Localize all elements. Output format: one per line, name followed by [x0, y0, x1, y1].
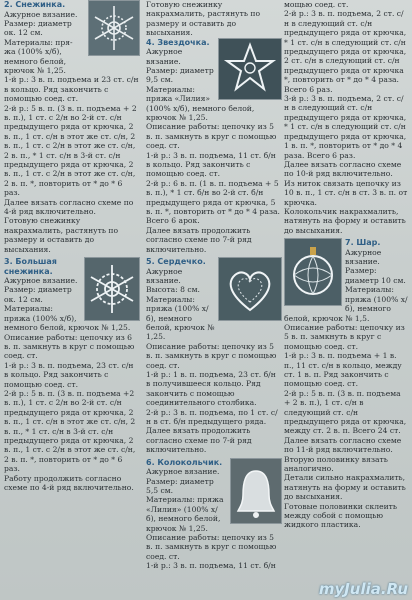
text-line: Ажурное вязание. [4, 9, 78, 19]
section-ball [284, 238, 408, 530]
section-title: 5. Сердечко. [146, 257, 206, 267]
text-line: Размер: диаметр 9,5 см. [146, 65, 214, 85]
text-line: Описание работы: цепочку из 5 в. п. замкнуть в круг с помощью соед. ст. [146, 533, 277, 561]
text-line: Размер: диаметр 10 см. [345, 266, 406, 285]
text-line: Далее вязать согласно схеме по 4-й ряд включительно. [4, 197, 134, 217]
text-line: Колокольчик накрахмалить, натянуть на форму и оставить до высыхания. [284, 206, 406, 235]
text-line: 2-й р.: 3 в. п. подъема, по 1 ст. с/н в ст. б/н предыдущего ряда. Далее вязать продолжить согласно схеме по 7-й ряд включительно. [146, 407, 278, 455]
column-1 [4, 0, 140, 495]
text-line: Описание работы: цепочку из 5 в. п. замкнуть в круг с помощью соед. ст. [146, 122, 277, 151]
text-line: Высота: 8 см. [146, 285, 200, 295]
text-line: 2-й р.: 5 в. п. (3 в. п. подъема + 2 в. п.), 1 ст. с 2/н во 2-й ст. с/н предыдущего ряда от крючка, 2 в. п., 1 ст. с/н в этот же ст. с/н, 2 в. п., 1 ст. с 2/н в этот же ст. с/н, 2 в. п., * 1 ст. с/н в 3-й ст. с/н предыдущего ряда от крючка, 2 в. п., 1 ст. с 2/н в этот же ст. с/н, 2 в. п. *, повторить от * до * 6 раз. [4, 103, 137, 198]
text-line: Готовую снежинку накрахмалить, растянуть по размеру и оставить до высыхания. [146, 0, 261, 38]
text-line: Материалы: пряжа (100% х/б), немного белой, крючок № 1,25. [146, 294, 215, 342]
text-line: Описание работы: цепочку из 5 в. п. замкнуть в круг с помощью соед. ст. [146, 341, 277, 370]
text-line: Ажурное вязание. [146, 266, 183, 285]
text-line: 1-й р.: 3 в. п. подъема, 11 ст. б/н в кольцо. Ряд закончить с помощью соед. ст. [146, 150, 276, 179]
section-bell-continued [284, 0, 408, 235]
text-line: 2-й р.: 5 в. п. (3 в. п. подъема + 2 в. п.), 1 ст. с/н в следующий ст. с/н предыдущего ряда от крючка, между ст. 2 в. п. Всего 24 ст. [284, 388, 407, 436]
section-title: 3. Большая снежинка. [4, 257, 57, 276]
text-line: Описание работы: цепочку из 6 в. п. замкнуть в круг с помощью соед. ст. [4, 332, 135, 361]
text-line: Ажурное вязание. [4, 276, 78, 286]
text-line: Готовую снежинку накрахмалить, растянуть по размеру и оставить до высыхания. [4, 216, 119, 254]
section-big-snowflake [4, 257, 140, 492]
text-line: Размер: диаметр ок. 12 см. [4, 18, 72, 38]
site-watermark: myJulia.Ru [318, 580, 408, 598]
snowflake-photo [88, 0, 140, 56]
section-title: 4. Звездочка. [146, 37, 210, 47]
text-line: 2-й р.: 5 в. п. (3 в. п. подъема +2 в. п.), 1 ст. с 2/н во 2-й ст. с/н предыдущего ряда от крючка, 2 в. п., 1 ст. с/н в этот же ст. с/н, 2 в. п., * 1 ст. с/н в 3-й ст. с/н предыдущего ряда от крючка, 2 в. п., 1 ст. с 2/н в этот же ст. с/н, 2 в. п. *, повторить от * до * 6 раз. [4, 388, 136, 474]
text-line: Из ниток связать цепочку из 10 в. п., 1 ст. с/н в ст. 3 в. п. от крючка. [284, 178, 408, 207]
section-title: 7. Шар. [345, 238, 381, 248]
text-line: Далее вязать продолжить согласно схеме по 7-й ряд включительно. [146, 225, 252, 254]
section-heart [146, 257, 282, 455]
text-line: 2-й р.: 6 в. п. (1 в. п. подъема + 5 в. п.), * 1 ст. б/н во 2-й ст. б/н предыдущего ряда от крючка, 5 в. п. *, повторить от * до * 4 раза. Всего 6 арок. [146, 178, 280, 226]
text-line: Материалы: пряжа (100% х/б), немного белой, крючок № 1,5. [284, 285, 408, 323]
text-line: Далее вязать согласно схеме по 10-й ряд включительно. [284, 159, 402, 179]
section-snowflake [4, 0, 140, 254]
text-line: 1-й р.: 3 в. п. подъема, 11 ст. б/н [146, 561, 276, 571]
text-line: мощью соед. ст. [284, 0, 349, 9]
text-line: Материалы: пряжа «Лилия» (100% х/б), немного белой, крючок № 1,25. [146, 84, 255, 122]
ball-photo [284, 238, 342, 306]
section-bell [146, 458, 282, 571]
section-star [146, 38, 282, 254]
text-line: жа (100% х/б), немного белой, крючок № 1,25. [4, 47, 66, 75]
text-line: Материалы: пряжа «Лилия» (100% х/б), немного белой, крючок № 1,25. [146, 495, 224, 533]
text-line: 1-й р.: 1 в. п. подъема, 23 ст. б/н в получившееся кольцо. Ряд закончить с помощью соединительного столбика. [146, 370, 276, 408]
text-line: Материалы: пря- [4, 37, 73, 47]
star-photo [218, 38, 282, 100]
text-line: Размер: диаметр ок. 12 см. [4, 285, 72, 304]
text-line: 3-й р.: 3 в. п. подъема, 2 ст. с/н в следующий ст. с/н предыдущего ряда от крючка, * 1 ст. с/н в следующий ст. с/н предыдущего ряда от крючка, 1 в. п. *, повторить от * до * 4 раза. Всего 6 раз. [284, 94, 407, 160]
section-title: 6. Колокольчик. [146, 457, 223, 467]
text-line: 1-й р.: 3 в. п. подъема и 23 ст. с/н в кольцо. Ряд закончить с помощью соед. ст. [4, 75, 139, 104]
text-line: Описание работы: цепочку из 5 в. п. замкнуть в круг с помощью соед. ст. [284, 322, 405, 351]
column-3 [284, 0, 408, 533]
text-line: 2-й р.: 3 в. п. подъема, 2 ст. с/н в следующий ст. с/н предыдущего ряда от крючка, * 1 ст. с/н в следующий ст. с/н предыдущего ряда от крючка, 2 ст. с/н в следующий ст. с/н предыдущего ряда от крючка *, повторить от * до * 4 раза. Всего 6 раз. [284, 9, 407, 94]
text-line: Далее вязать согласно схеме по 11-й ряд включительно. [284, 435, 402, 455]
text-line: Размер: диаметр 5,5 см. [146, 476, 214, 495]
text-line: Ажурное вязание. [345, 247, 382, 267]
text-line: 1-й р.: 3 в. п. подъема + 1 в. п., 11 ст. с/н в кольцо, между ст. 1 в. п. Ряд закончить с помощью соед. ст. [284, 351, 402, 389]
text-line: Материалы: пряжа (100% х/б), немного белой, крючок № 1,25. [4, 304, 131, 333]
text-line: Ажурное вязание. [146, 47, 183, 66]
heart-photo [218, 257, 282, 321]
snowflake-photo [84, 257, 140, 321]
text-line: Детали сильно накрахмалить, натянуть на форму и оставить до высыхания. [284, 473, 406, 502]
text-line: Вторую половинку вязать аналогично. [284, 454, 388, 473]
text-line: Ажурное вязание. [146, 467, 220, 477]
section-title: 2. Снежинка. [4, 0, 66, 9]
column-2 [146, 0, 282, 574]
text-line: Готовые половинки склеить между собой с помощью жидкого пластика. [284, 501, 397, 530]
bell-photo [230, 458, 282, 524]
text-line: Работу продолжить согласно схеме по 4-й ряд включительно. [4, 473, 134, 492]
text-line: 1-й р.: 3 в. п. подъема, 23 ст. с/н в кольцо. Ряд закончить с помощью соед. ст. [4, 360, 134, 389]
